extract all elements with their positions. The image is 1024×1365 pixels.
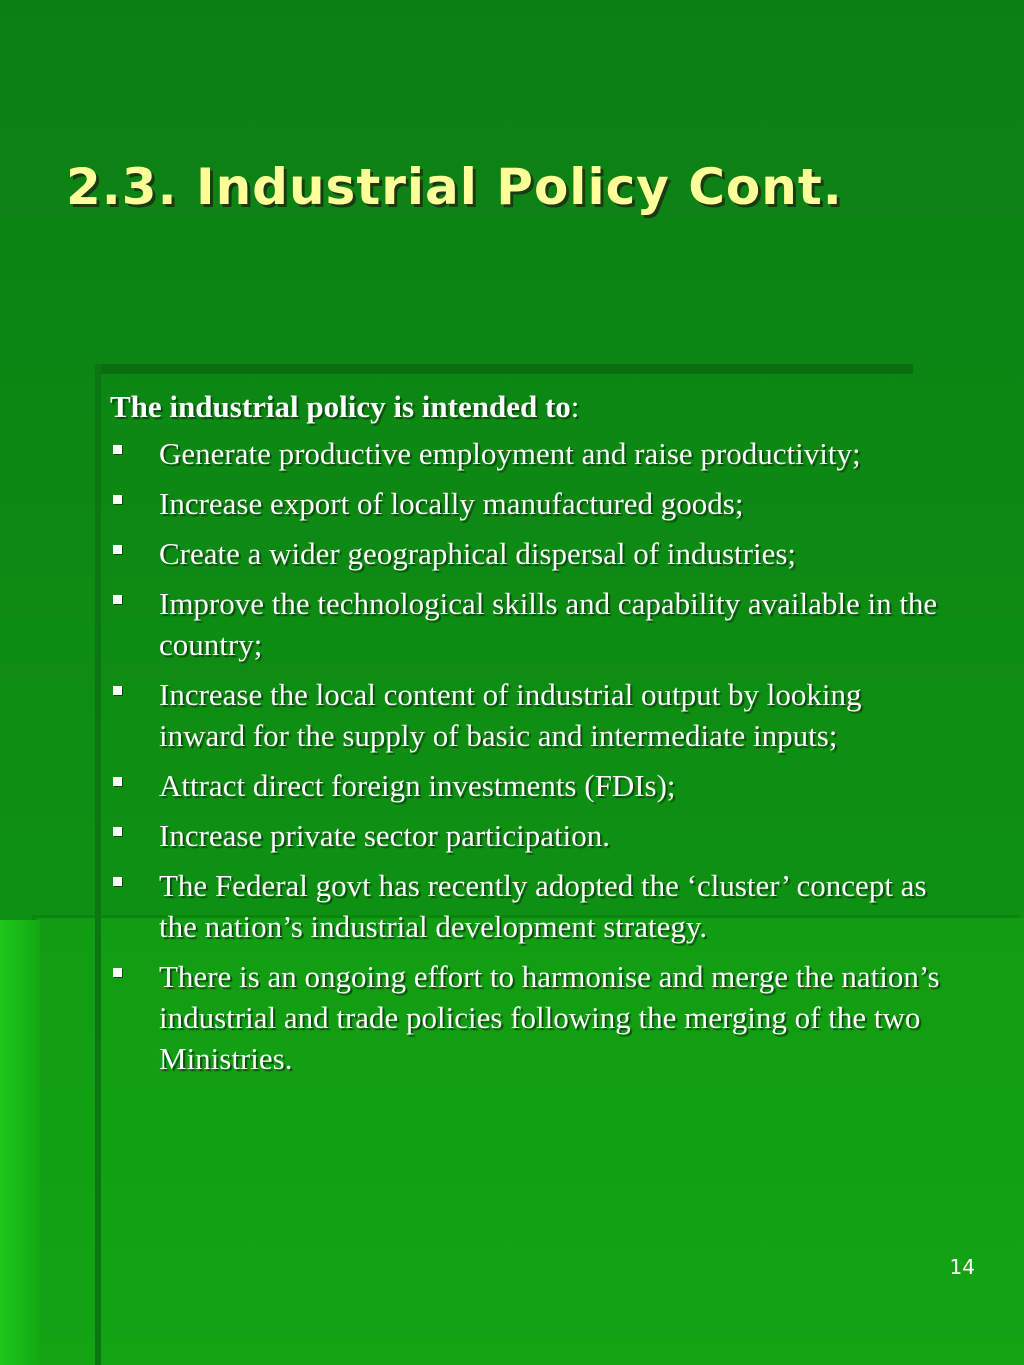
intro-colon: : — [570, 389, 580, 424]
bullet-text: Improve the technological skills and capability available in the country; — [159, 586, 938, 662]
bullet-text: Generate productive employment and raise productivity; — [159, 436, 861, 471]
square-bullet-icon — [113, 545, 122, 554]
bullet-text: Increase private sector participation. — [159, 818, 610, 853]
square-bullet-icon — [113, 595, 122, 604]
square-bullet-icon — [113, 877, 122, 886]
square-bullet-icon — [113, 445, 122, 454]
square-bullet-icon — [113, 686, 122, 695]
page-number: 14 — [949, 1255, 975, 1279]
bullet-list — [110, 433, 950, 1079]
bullet-text: Increase the local content of industrial output by looking inward for the supply of basic and intermediate inputs; — [159, 677, 862, 753]
slide-content — [110, 386, 950, 1088]
list-item — [110, 865, 950, 947]
square-bullet-icon — [113, 495, 122, 504]
list-item — [110, 765, 950, 806]
list-item — [110, 815, 950, 856]
square-bullet-icon — [113, 777, 122, 786]
background-left-strip — [0, 920, 40, 1365]
list-item — [110, 583, 950, 665]
slide-title: 2.3. Industrial Policy Cont. — [66, 158, 843, 216]
list-item — [110, 533, 950, 574]
square-bullet-icon — [113, 827, 122, 836]
intro-text: The industrial policy is intended to — [110, 389, 571, 424]
bullet-text: Increase export of locally manufactured goods; — [159, 486, 744, 521]
content-top-bar — [95, 364, 913, 374]
bullet-text: There is an ongoing effort to harmonise and merge the nation’s industrial and trade policies following the merging of the two Ministries. — [159, 959, 940, 1076]
bullet-text: The Federal govt has recently adopted the ‘cluster’ concept as the nation’s industrial development strategy. — [159, 868, 927, 944]
square-bullet-icon — [113, 968, 122, 977]
list-item — [110, 483, 950, 524]
list-item — [110, 674, 950, 756]
list-item — [110, 433, 950, 474]
intro-line — [110, 386, 950, 427]
bullet-text: Attract direct foreign investments (FDIs); — [159, 768, 676, 803]
content-left-bar — [95, 364, 101, 1365]
list-item — [110, 956, 950, 1079]
bullet-text: Create a wider geographical dispersal of industries; — [159, 536, 796, 571]
